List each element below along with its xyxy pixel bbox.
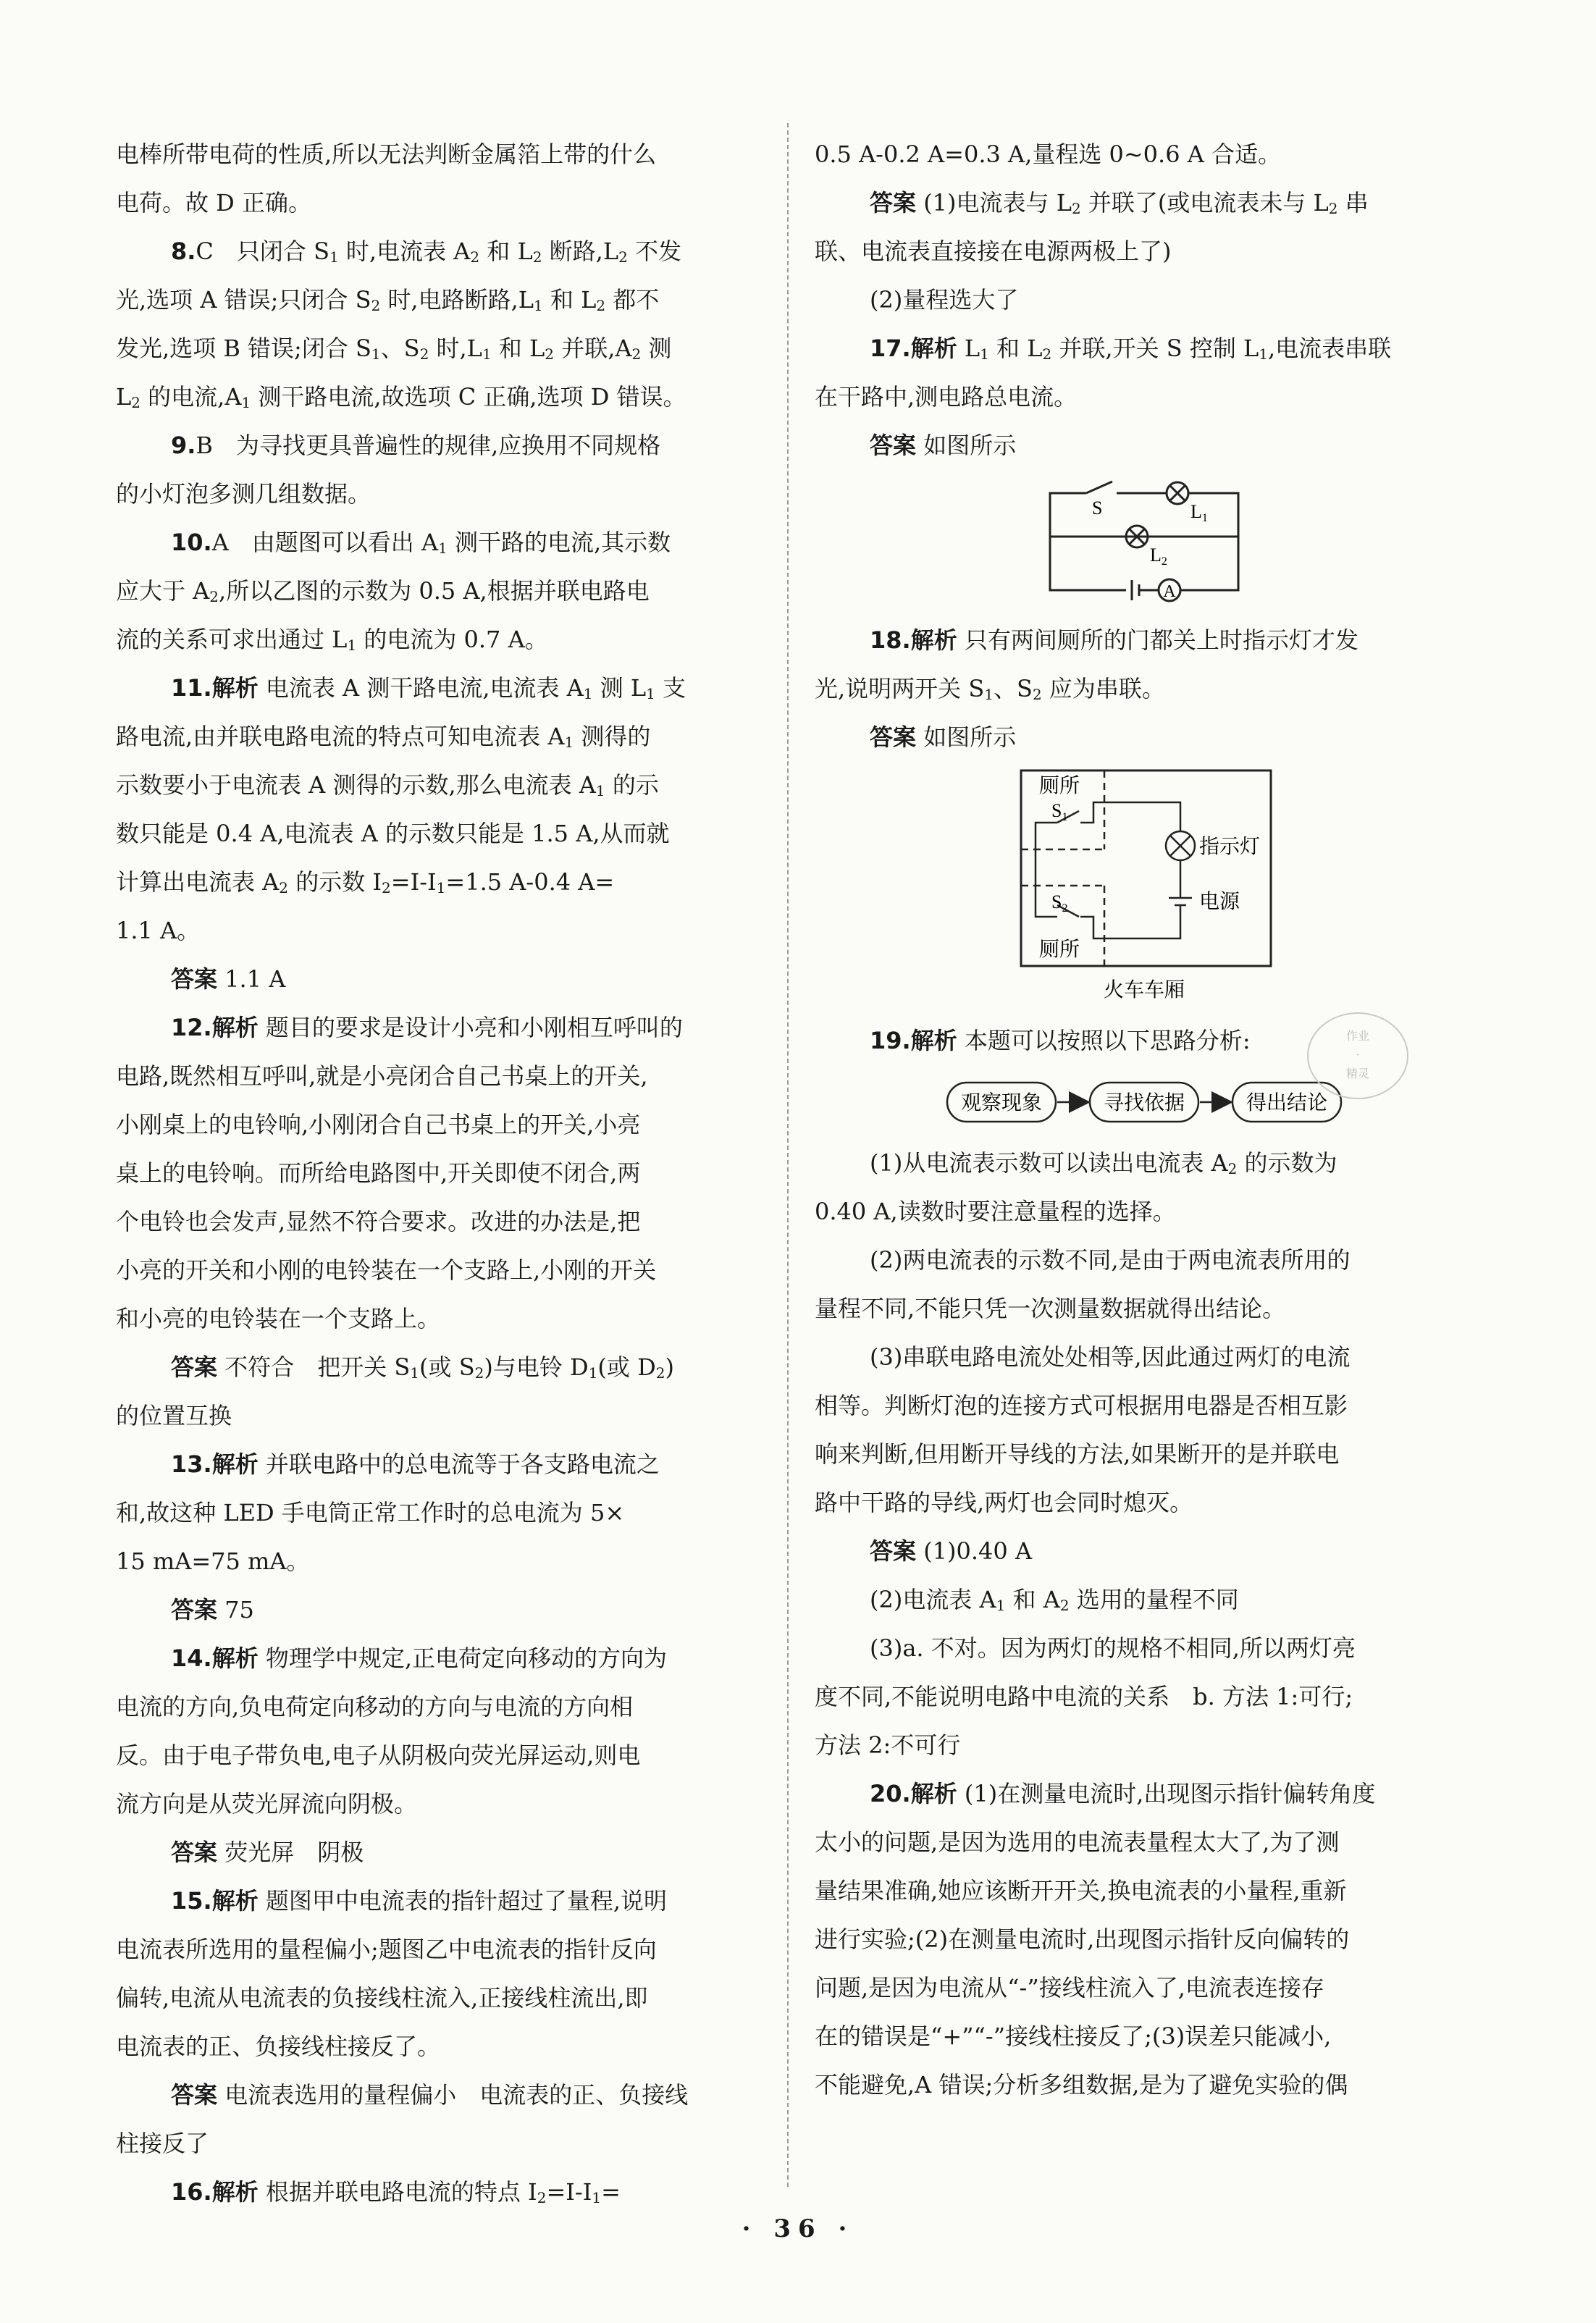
- text-line: 0.40 A,读数时要注意量程的选择。: [815, 1198, 1176, 1225]
- text-line: 8.C 只闭合 $S_1$ 时,电流表 $A_2$ 和 $L_2$ 断路$,L_2$ 不发: [171, 238, 681, 266]
- text-line: 计算出电流表 $A_2$ 的示数 $I_2=I-I_1=1.5$ A-0.4 A=: [116, 868, 615, 896]
- switch-s1-label: S: [1051, 800, 1062, 821]
- text-line: 答案 (1)电流表与 $L_2$ 并联了(或电流表未与 $L_2$ 串: [870, 189, 1369, 217]
- text-line: 答案 75: [171, 1596, 254, 1623]
- text-line: 方法 2:不可行: [815, 1731, 961, 1759]
- question-number: 15.: [171, 1887, 212, 1915]
- text-line: 电流表所选用的量程偏小;题图乙中电流表的指针反向: [116, 1936, 657, 1963]
- keyword-label: 解析: [211, 1450, 259, 1478]
- keyword-label: 答案: [870, 432, 917, 459]
- text-line: 和,故这种 LED 手电筒正常工作时的总电流为 5×: [116, 1499, 625, 1526]
- watermark-stamp: [1307, 1012, 1408, 1099]
- text-line: 电流的方向,负电荷定向移动的方向与电流的方向相: [116, 1693, 634, 1721]
- toilet-2-label: 厕所: [1039, 937, 1080, 961]
- text-line: 答案 荧光屏 阴极: [171, 1839, 364, 1866]
- question-number: 17.: [870, 335, 911, 362]
- question-number: 10.: [171, 529, 212, 556]
- text-line: 应大于 $A_2$,所以乙图的示数为 0.5 A,根据并联电路电: [116, 577, 650, 605]
- keyword-label: 答案: [870, 189, 917, 217]
- toilet-1-label: 厕所: [1039, 773, 1080, 797]
- question-number: 18.: [870, 626, 911, 654]
- text-line: 12.解析 题目的要求是设计小亮和小刚相互呼叫的: [171, 1014, 683, 1041]
- switch-s-label: S: [1092, 497, 1103, 518]
- right-column: [815, 130, 1474, 2109]
- keyword-label: 解析: [910, 1780, 957, 1807]
- text-line: 电路,既然相互呼叫,就是小亮闭合自己书桌上的开关,: [116, 1062, 648, 1090]
- stamp-line-3: 精灵: [1345, 1067, 1369, 1080]
- column-divider: [787, 123, 789, 2187]
- text-line: 光,选项 A 错误;只闭合 $S_2$ 时,电路断路$,L_1$ 和 $L_2$ 都不: [116, 286, 660, 314]
- text-line: 小刚桌上的电铃响,小刚闭合自己书桌上的开关,小亮: [116, 1111, 641, 1138]
- text-line: 16.解析 根据并联电路电流的特点 $I_2=I-I_1=$: [171, 2178, 621, 2206]
- text-line: 流方向是从荧光屏流向阴极。: [116, 1790, 418, 1818]
- text-line: 答案 不符合 把开关 $S_1$(或 $S_2$)与电铃 $D_1$(或 $D_2$): [171, 1353, 674, 1382]
- svg-text:S1: [1051, 800, 1067, 823]
- lamp-l1-sub: 1: [1201, 512, 1208, 524]
- question-number: 11.: [171, 674, 212, 702]
- text-line: 偏转,电流从电流表的负接线柱流入,正接线柱流出,即: [116, 1984, 648, 2012]
- flow-step-observe: 观察现象: [960, 1091, 1043, 1114]
- text-line: 10.A 由题图可以看出 $A_1$ 测干路的电流,其示数: [171, 529, 671, 557]
- answers-19-20: [815, 1139, 1474, 2109]
- text-line: 答案 如图所示: [870, 723, 1017, 751]
- switch-s2-label: S: [1051, 891, 1062, 912]
- lamp-l2-label: L: [1150, 545, 1162, 566]
- question-number: 13.: [171, 1450, 212, 1478]
- keyword-label: 解析: [211, 1887, 259, 1915]
- answers-16-17: [815, 130, 1474, 470]
- text-line: 19.解析 本题可以按照以下思路分析:: [870, 1027, 1251, 1054]
- svg-text:L2: [1150, 545, 1167, 568]
- svg-text:L1: [1190, 501, 1208, 524]
- text-line: 量结果准确,她应该断开开关,换电流表的小量程,重新: [815, 1877, 1347, 1904]
- text-line: (2)量程选大了: [870, 286, 1019, 314]
- flow-step-conclusion: 得出结论: [1246, 1091, 1328, 1114]
- text-line: 的小灯泡多测几组数据。: [116, 480, 371, 508]
- flow-diagram: [941, 1070, 1347, 1135]
- text-line: 数只能是 0.4 A,电流表 A 的示数只能是 1.5 A,从而就: [116, 820, 670, 847]
- text-line: $L_2$ 的电流$,A_1$ 测干路电流,故选项 C 正确,选项 D 错误。: [116, 383, 686, 411]
- keyword-label: 解析: [910, 626, 957, 654]
- text-line: 14.解析 物理学中规定,正电荷定向移动的方向为: [171, 1644, 668, 1672]
- text-line: 小亮的开关和小刚的电铃装在一个支路上,小刚的开关: [116, 1256, 657, 1284]
- text-line: 电棒所带电荷的性质,所以无法判断金属箔上带的什么: [116, 140, 657, 168]
- question-number: 9.: [171, 432, 196, 459]
- text-line: 反。由于电子带负电,电子从阴极向荧光屏运动,则电: [116, 1742, 641, 1769]
- text-line: 15.解析 题图甲中电流表的指针超过了量程,说明: [171, 1887, 668, 1915]
- keyword-label: 答案: [171, 2081, 218, 2109]
- keyword-label: 答案: [171, 1353, 218, 1381]
- question-number: 16.: [171, 2178, 212, 2206]
- text-line: 柱接反了: [116, 2130, 209, 2157]
- text-line: 在干路中,测电路总电流。: [815, 383, 1078, 411]
- lamp-l1-label: L: [1190, 501, 1202, 522]
- text-line: 的位置互换: [116, 1402, 232, 1429]
- text-line: 1.1 A。: [116, 917, 201, 944]
- answer-18: [815, 616, 1474, 762]
- text-line: 太小的问题,是因为选用的电流表量程太大了,为了测: [815, 1828, 1340, 1856]
- text-line: 量程不同,不能只凭一次测量数据就得出结论。: [815, 1295, 1286, 1322]
- svg-text:S2: [1051, 891, 1067, 915]
- text-line: 响来判断,但用断开导线的方法,如果断开的是并联电: [815, 1440, 1340, 1468]
- keyword-label: 答案: [870, 723, 917, 751]
- text-line: (1)从电流表示数可以读出电流表 $A_2$ 的示数为: [870, 1149, 1337, 1177]
- keyword-label: 答案: [171, 1839, 218, 1866]
- question-number: 8.: [171, 238, 196, 265]
- left-column: [116, 130, 760, 2217]
- text-line: 9.B 为寻找更具普遍性的规律,应换用不同规格: [171, 432, 661, 459]
- text-line: 答案 1.1 A: [171, 965, 286, 993]
- keyword-label: 解析: [211, 674, 259, 702]
- circuit-diagram-18: [1007, 766, 1282, 1012]
- keyword-label: 答案: [171, 1596, 218, 1623]
- text-line: 光,说明两开关 $S_1$、$S_2$ 应为串联。: [815, 675, 1165, 703]
- text-line: 电荷。故 D 正确。: [116, 189, 312, 217]
- keyword-label: 解析: [211, 1644, 259, 1672]
- stamp-line-2: ·: [1356, 1048, 1360, 1062]
- text-line: (3)a. 不对。因为两灯的规格不相同,所以两灯亮: [870, 1634, 1356, 1662]
- flow-step-evidence: 寻找依据: [1103, 1091, 1185, 1114]
- text-line: 进行实验;(2)在测量电流时,出现图示指针反向偏转的: [815, 1925, 1350, 1953]
- text-line: 11.解析 电流表 A 测干路电流,电流表 $A_1$ 测 $L_1$ 支: [171, 674, 686, 702]
- question-number: 14.: [171, 1644, 212, 1672]
- indicator-lamp-label: 指示灯: [1199, 834, 1261, 858]
- power-source-label: 电源: [1199, 889, 1240, 913]
- text-line: (2)电流表 $A_1$ 和 $A_2$ 选用的量程不同: [870, 1586, 1239, 1614]
- text-line: 18.解析 只有两间厕所的门都关上时指示灯才发: [870, 626, 1358, 654]
- text-line: 在的错误是“+”“-”接线柱接反了;(3)误差只能减小,: [815, 2022, 1332, 2050]
- text-line: 流的关系可求出通过 $L_1$ 的电流为 0.7 A。: [116, 626, 548, 654]
- ammeter-a-label: A: [1163, 582, 1176, 601]
- question-number: 20.: [870, 1780, 911, 1807]
- question-number: 12.: [171, 1014, 212, 1041]
- lamp-l2-sub: 2: [1161, 555, 1167, 568]
- text-line: 示数要小于电流表 A 测得的示数,那么电流表 $A_1$ 的示: [116, 771, 659, 799]
- text-line: 电流表的正、负接线柱接反了。: [116, 2033, 441, 2060]
- page-number: · 36 ·: [742, 2214, 854, 2243]
- text-line: 个电铃也会发声,显然不符合要求。改进的办法是,把: [116, 1208, 641, 1235]
- text-line: 桌上的电铃响。而所给电路图中,开关即使不闭合,两: [116, 1159, 641, 1187]
- text-line: 13.解析 并联电路中的总电流等于各支路电流之: [171, 1450, 660, 1478]
- switch-s1-sub: 1: [1062, 811, 1068, 823]
- text-line: 答案 如图所示: [870, 432, 1017, 459]
- switch-s2-sub: 2: [1062, 902, 1068, 915]
- stamp-line-1: 作业: [1345, 1029, 1369, 1043]
- text-line: 15 mA=75 mA。: [116, 1547, 310, 1575]
- keyword-label: 解析: [910, 1027, 957, 1054]
- keyword-label: 解析: [211, 2178, 259, 2206]
- text-line: (3)串联电路电流处处相等,因此通过两灯的电流: [870, 1343, 1351, 1371]
- text-line: 问题,是因为电流从“-”接线柱流入了,电流表连接存: [815, 1974, 1324, 2001]
- text-line: 联、电流表直接接在电源两极上了): [815, 238, 1172, 265]
- text-line: 20.解析 (1)在测量电流时,出现图示指针偏转角度: [870, 1780, 1376, 1807]
- text-line: 不能避免,A 错误;分析多组数据,是为了避免实验的偶: [815, 2071, 1348, 2099]
- question-number: 19.: [870, 1027, 911, 1054]
- text-line: 17.解析 $L_1$ 和 $L_2$ 并联,开关 S 控制 $L_1$,电流表串联: [870, 335, 1392, 363]
- text-line: 路电流,由并联电路电流的特点可知电流表 $A_1$ 测得的: [116, 723, 651, 751]
- text-line: 度不同,不能说明电路中电流的关系 b. 方法 1:可行;: [815, 1683, 1353, 1710]
- circuit-diagram-17: [1036, 474, 1253, 612]
- text-line: 和小亮的电铃装在一个支路上。: [116, 1305, 441, 1332]
- text-line: 相等。判断灯泡的连接方式可根据用电器是否相互影: [815, 1392, 1348, 1419]
- keyword-label: 答案: [171, 965, 218, 993]
- train-carriage-caption: 火车车厢: [1103, 978, 1185, 1001]
- keyword-label: 解析: [910, 335, 957, 362]
- keyword-label: 答案: [870, 1537, 917, 1565]
- text-line: (2)两电流表的示数不同,是由于两电流表所用的: [870, 1246, 1351, 1274]
- text-line: 答案 电流表选用的量程偏小 电流表的正、负接线: [171, 2081, 689, 2109]
- text-line: 发光,选项 B 错误;闭合 $S_1$、$S_2$ 时$,L_1$ 和 $L_2$ 并联$,A_2$ 测: [116, 335, 672, 363]
- keyword-label: 解析: [211, 1014, 259, 1041]
- text-line: 0.5 A-0.2 A=0.3 A,量程选 0~0.6 A 合适。: [815, 140, 1282, 168]
- text-line: 答案 (1)0.40 A: [870, 1537, 1033, 1565]
- text-line: 路中干路的导线,两灯也会同时熄灭。: [815, 1489, 1193, 1516]
